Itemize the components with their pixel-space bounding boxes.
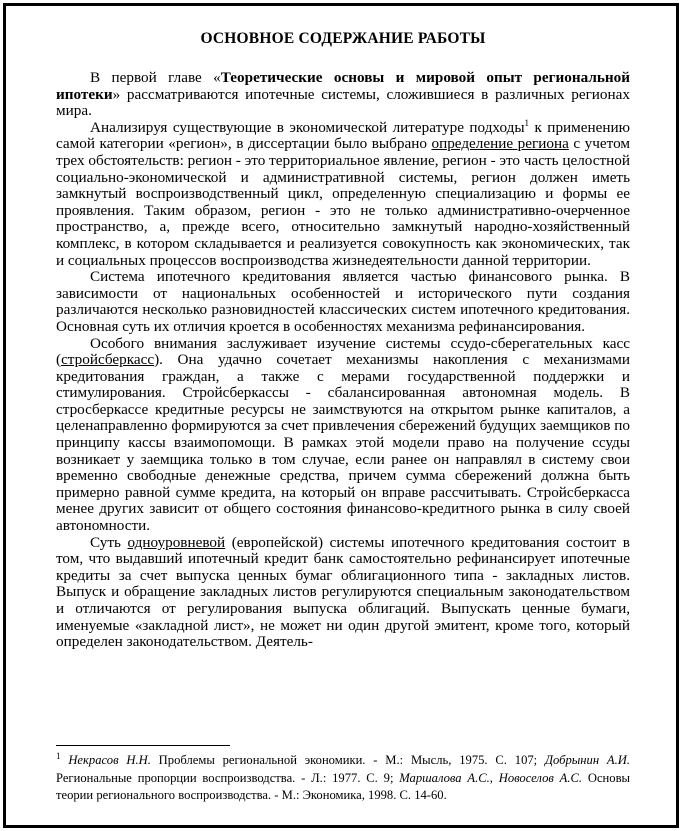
footnote-text-2: Региональные пропорции воспроизводства. - Л.: 1977. С. 9; — [56, 770, 400, 785]
document-body — [56, 30, 630, 651]
paragraph-5-text-b: (европейской) системы ипотечного кредитования состоит в том, что выдавший ипотечный кредит банк самостоятельно рефинансирует ипотечные кредиты за счет выпуска ценных бумаг облигационного типа - закладных листов. Выпуск и обращение закладных листов регулируются специальным законодательством и отличаются от регулирования выпуска облигаций. Выпускать ценные бумаги, именуемые «закладной лист», не может ни один другой эмитент, кроме того, который определен законодательством. Деятель- — [56, 533, 630, 651]
paragraph-1 — [56, 70, 630, 120]
underlined-term-single-level: одноуровневой — [127, 533, 226, 551]
footnote-separator — [56, 745, 230, 746]
paragraph-3: Система ипотечного кредитования является частью финансового рынка. В зависимости от национальных особенностей и исторического пути создания различаются несколько разновидностей классических систем ипотечного кредитования. Основная суть их отличия кроется в особенностях механизма рефинансирования. — [56, 268, 630, 335]
footnote-author-2: Добрынин А.И. — [545, 753, 631, 767]
paragraph-2-text-b: к применению самой категории «регион», в диссертации было выбрано — [56, 118, 630, 153]
paragraph-2-text-a: Анализируя существующие в экономической литературе подходы — [90, 118, 525, 136]
footnote — [56, 752, 630, 805]
paragraph-1-text-c: » рассматриваются ипотечные системы, сложившиеся в различных регионах мира. — [56, 85, 630, 120]
footnote-text-1: Проблемы региональной экономики. - М.: Мысль, 1975. С. 107; — [150, 753, 545, 767]
footnote-author-1: Некрасов Н.Н. — [68, 753, 151, 767]
paragraph-4-text-a: Особого внимания заслуживает изучение системы ссудо-сберегательных касс ( — [56, 334, 630, 369]
paragraph-2-text-c: с учетом трех обстоятельств: регион - это территориальное явление, регион - это часть целостной социально-экономической и административной системы, регион должен иметь замкнутый воспроизводственный цикл, определенную специализацию и формы ее проявления. Таким образом, регион - это не только административно-очерченное пространство, а, прежде всего, относительно замкнутый народно-хозяйственный комплекс, в котором складывается и реализуется совокупность как экономических, так и социальных процессов воспроизводства жизнедеятельности данной территории. — [56, 135, 630, 269]
paragraph-4-text-b: ). Она удачно сочетает механизмы накопления с механизмами кредитования граждан, а также с мерами государственной поддержки и стимулирования. Стройсберкассы - сбалансированная автономная модель. В стросберкассе кредитные ресурсы не заимствуются на открытом рынке капиталов, а целенаправленно формируются за счет привлечения сбережений будущих заемщиков по принципу кассы взаимопомощи. В рамках этой модели право на получение ссуды возникает у заемщика только в том случае, если ранее он направлял в систему свои временно свободные денежные средства, причем сумма сбережений должна быть примерно равной сумме кредита, на который он вправе рассчитывать. Стройсберкасса менее других зависит от общего состояния финансово-кредитного рынка в силу своей автономности. — [56, 351, 630, 535]
paragraph-5-text-a: Суть — [90, 533, 128, 551]
footnote-text-3: Основы теории регионального воспроизводства. - М.: Экономика, 1998. С. 14-60. — [56, 770, 630, 802]
paragraph-2 — [56, 117, 630, 269]
chapter-title-bold: Теоретические основы и мировой опыт региональной ипотеки — [56, 69, 630, 103]
underlined-term-stroysberkassy: стройсберкасс — [61, 351, 155, 369]
paragraph-5 — [56, 535, 630, 651]
footnote-author-3: Маршалова А.С., Новоселов А.С. — [399, 770, 583, 785]
footnote-ref: 1 — [524, 117, 530, 128]
underlined-term-region-definition: определение региона — [431, 135, 569, 153]
paragraph-4 — [56, 336, 630, 535]
footnote-number: 1 — [56, 750, 61, 761]
page-title: ОСНОВНОЕ СОДЕРЖАНИЕ РАБОТЫ — [200, 30, 486, 47]
paragraph-1-text-a: В первой главе « — [90, 69, 221, 86]
